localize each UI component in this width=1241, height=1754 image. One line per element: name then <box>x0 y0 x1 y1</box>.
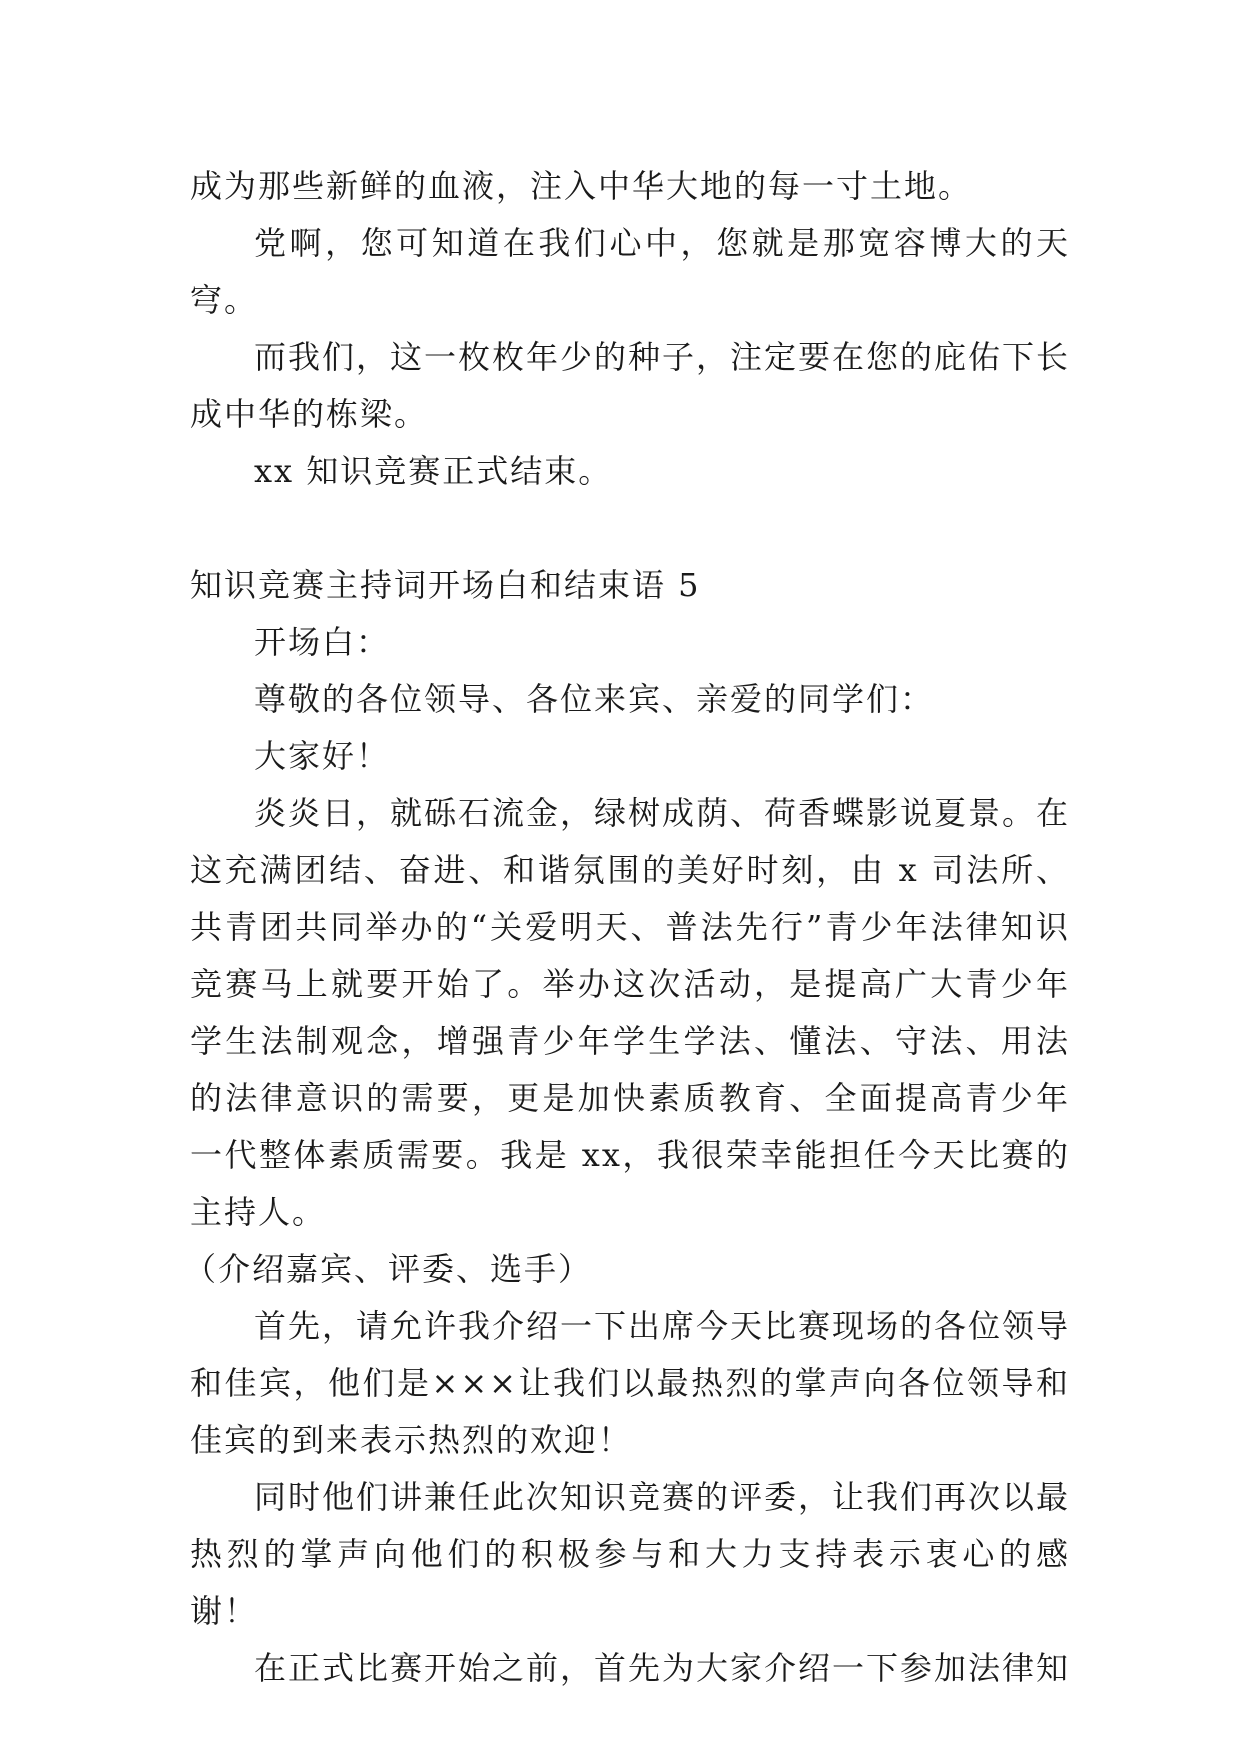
paragraph: 而我们，这一枚枚年少的种子，注定要在您的庇佑下长成中华的栋梁。 <box>190 338 1071 433</box>
paragraph: 开场白： <box>254 623 391 661</box>
paragraph: 大家好！ <box>254 737 391 775</box>
paragraph: 成为那些新鲜的血液，注入中华大地的每一寸土地。 <box>190 167 973 205</box>
document-body <box>184 158 1071 1697</box>
paragraph: 在正式比赛开始之前，首先为大家介绍一下参加法律知 <box>254 1649 1071 1687</box>
section-title: 知识竞赛主持词开场白和结束语 5 <box>190 566 701 604</box>
paragraph: 同时他们讲兼任此次知识竞赛的评委，让我们再次以最热烈的掌声向他们的积极参与和大力支持表示衷心的感谢！ <box>190 1478 1071 1630</box>
paragraph: 党啊，您可知道在我们心中，您就是那宽容博大的天穹。 <box>190 224 1070 319</box>
paragraph: 炎炎日，就砾石流金，绿树成荫、荷香蝶影说夏景。在这充满团结、奋进、和谐氛围的美好时刻，由 x 司法所、共青团共同举办的“关爱明天、普法先行”青少年法律知识竞赛马上就要开始了。举办这次活动，是提高广大青少年学生法制观念，增强青少年学生学法、懂法、守法、用法的法律意识的需要，更是加快素质教育、全面提高青少年一代整体素质需要。我是 xx，我很荣幸能担任今天比赛的主持人。 <box>190 794 1071 1231</box>
paragraph: xx 知识竞赛正式结束。 <box>254 452 613 490</box>
paragraph: 尊敬的各位领导、各位来宾、亲爱的同学们： <box>254 680 935 718</box>
paragraph: （介绍嘉宾、评委、选手） <box>184 1250 593 1288</box>
paragraph: 首先，请允许我介绍一下出席今天比赛现场的各位领导和佳宾，他们是×××让我们以最热烈的掌声向各位领导和佳宾的到来表示热烈的欢迎！ <box>190 1307 1071 1459</box>
